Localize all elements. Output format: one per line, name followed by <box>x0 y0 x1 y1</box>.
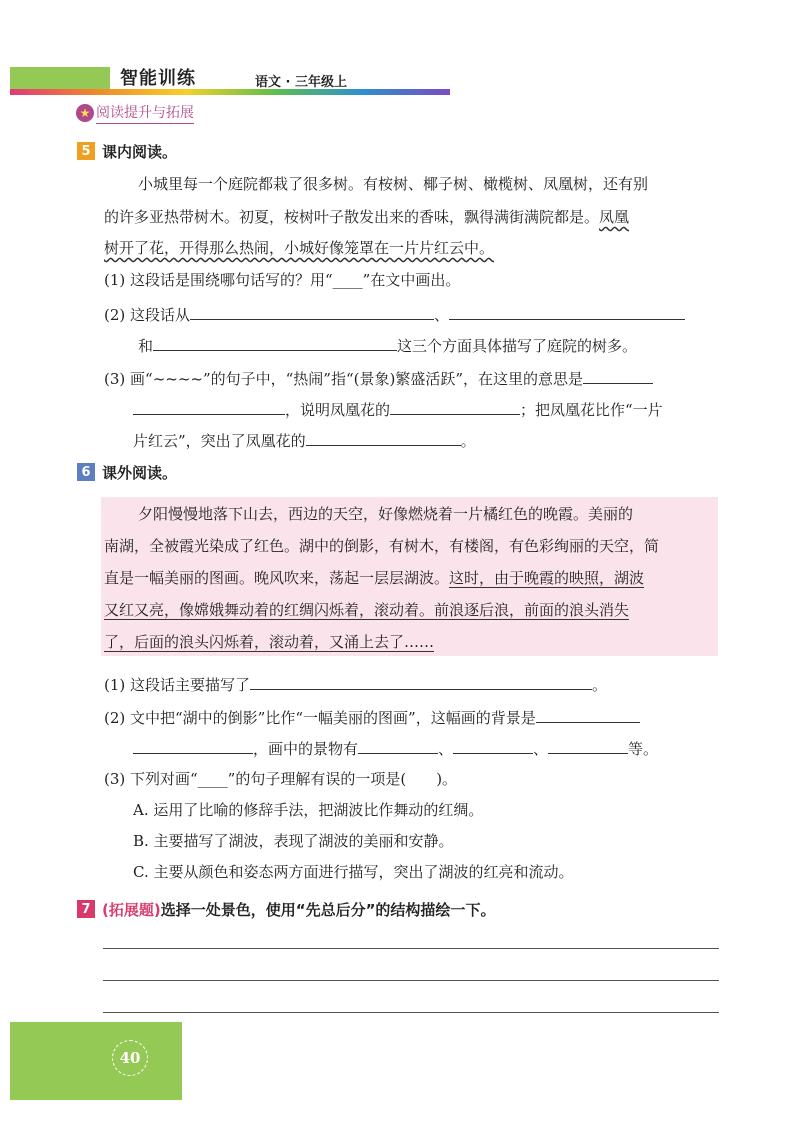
footer-green-block <box>10 1022 182 1100</box>
answer-blank[interactable] <box>453 737 533 754</box>
q5-passage-line-3 <box>104 238 494 258</box>
option-c[interactable]: C. 主要从颜色和姿态两方面进行描写，突出了湖波的红亮和流动。 <box>133 863 574 881</box>
question-number-5: 5 <box>77 142 95 160</box>
q5-wavy-text: 树开了花，开得那么热闹，小城好像笼罩在一片片红云中。 <box>104 239 495 257</box>
q5-passage-line-2 <box>104 207 629 227</box>
answer-blank[interactable] <box>536 706 640 723</box>
q5-sub-3-prefix: (3) 画“ <box>104 370 153 388</box>
answer-blank[interactable] <box>153 334 397 351</box>
q5-sub-1: (1) 这段话是围绕哪句话写的？用“____”在文中画出。 <box>104 271 461 289</box>
option-b[interactable]: B. 主要描写了湖波，表现了湖波的美丽和安静。 <box>133 832 454 850</box>
answer-blank[interactable] <box>250 673 592 690</box>
question-7-title <box>102 899 495 920</box>
q5-sub-3-line-3 <box>133 429 476 451</box>
q5-sub-2-suffix: 这三个方面具体描写了庭院的树多。 <box>397 337 638 355</box>
question-6-title: 课外阅读。 <box>102 464 178 482</box>
q5-passage-line-2a: 的许多亚热带树木。初夏，桉树叶子散发出来的香味，飘得满街满院都是。 <box>104 208 600 226</box>
separator: 、 <box>438 740 454 758</box>
q6-passage-line-3a: 直是一幅美丽的图画。晚风吹来，荡起一层层湖波。 <box>104 569 450 587</box>
writing-line[interactable] <box>103 1012 719 1013</box>
q5-sub-3-end: 。 <box>460 432 476 450</box>
q5-sub-3-text-3: ；把凤凰花比作“一片 <box>520 401 663 419</box>
answer-blank[interactable] <box>390 398 520 415</box>
answer-blank[interactable] <box>190 303 434 320</box>
section-label: 阅读提升与拓展 <box>96 102 194 124</box>
question-number-6: 6 <box>77 463 95 481</box>
question-7-text: 选择一处景色，使用“先总后分”的结构描绘一下。 <box>160 901 496 919</box>
q5-passage-line-1: 小城里每一个庭院都栽了很多树。有桉树、椰子树、橄榄树、凤凰树，还有别 <box>138 175 649 193</box>
q5-sub-2-line-1 <box>104 303 685 325</box>
answer-blank[interactable] <box>306 429 461 446</box>
q5-sub-3-text-2: ，说明凤凰花的 <box>285 401 391 419</box>
page-number: 40 <box>112 1040 148 1076</box>
q6-sub-2-prefix: (2) 文中把“湖中的倒影”比作“一幅美丽的图画”，这幅画的背景是 <box>104 709 536 727</box>
q5-sub-2-line-2 <box>138 334 637 356</box>
separator: 、 <box>434 306 450 324</box>
q5-sub-3-text: ”的句子中，“热闹”指“(景象)繁盛活跃”，在这里的意思是 <box>202 370 584 388</box>
answer-blank[interactable] <box>133 398 285 415</box>
q5-sub-3-line-2 <box>133 398 663 420</box>
q6-passage-line-2: 南湖，全被霞光染成了红色。湖中的倒影，有树木，有楼阁，有色彩绚丽的天空，简 <box>104 537 660 555</box>
q6-underlined-end: 了，后面的浪头闪烁着，滚动着，又涌上去了…… <box>104 633 435 651</box>
q6-sub-2-text: ，画中的景物有 <box>253 740 359 758</box>
answer-blank[interactable] <box>583 367 653 384</box>
answer-blank[interactable] <box>548 737 628 754</box>
question-number-7: 7 <box>77 900 95 918</box>
writing-line[interactable] <box>103 948 719 949</box>
q6-sub-2-end: 等。 <box>628 740 659 758</box>
header-rainbow-bar <box>10 89 450 95</box>
section-tag <box>76 103 194 122</box>
q5-sub-2-prefix: (2) 这段话从 <box>104 306 191 324</box>
q5-wavy-text-start: 凤凰 <box>599 208 630 226</box>
q6-underlined-start: 这时，由于晚霞的映照，湖波 <box>449 569 645 587</box>
q5-sub-2-and: 和 <box>138 337 154 355</box>
question-7-tag: (拓展题) <box>102 901 161 919</box>
answer-blank[interactable] <box>358 737 438 754</box>
star-icon: ★ <box>76 104 94 122</box>
option-a[interactable]: A. 运用了比喻的修辞手法，把湖波比作舞动的红绸。 <box>133 801 484 819</box>
q6-sub-2-line-2 <box>133 737 658 759</box>
header-green-block <box>10 67 110 89</box>
q5-sub-3-text-4: 片红云”，突出了凤凰花的 <box>133 432 306 450</box>
q6-sub-2-line-1 <box>104 706 640 728</box>
header-subject: 语文 · 三年级上 <box>255 75 347 90</box>
q5-sub-3-line-1 <box>104 367 653 389</box>
separator: 、 <box>533 740 549 758</box>
q6-passage-line-5 <box>104 632 434 652</box>
answer-blank[interactable] <box>133 737 253 754</box>
answer-blank[interactable] <box>449 303 685 320</box>
q6-passage-line-4 <box>104 600 629 620</box>
q6-sub-1 <box>104 673 607 695</box>
q6-sub-1-prefix: (1) 这段话主要描写了 <box>104 676 251 694</box>
q6-underlined-text: 又红又亮，像嫦娥舞动着的红绸闪烁着，滚动着。前浪逐后浪，前面的浪头消失 <box>104 601 630 619</box>
q6-passage-line-3 <box>104 568 644 588</box>
header-title: 智能训练 <box>120 68 196 89</box>
wavy-mark: ~~~~ <box>152 370 203 388</box>
q6-sub-1-end: 。 <box>592 676 608 694</box>
q6-passage-line-1: 夕阳慢慢地落下山去，西边的天空，好像燃烧着一片橘红色的晚霞。美丽的 <box>138 505 634 523</box>
writing-line[interactable] <box>103 980 719 981</box>
question-5-title: 课内阅读。 <box>102 143 178 161</box>
q6-sub-3: (3) 下列对画“____”的句子理解有误的一项是( )。 <box>104 770 458 788</box>
